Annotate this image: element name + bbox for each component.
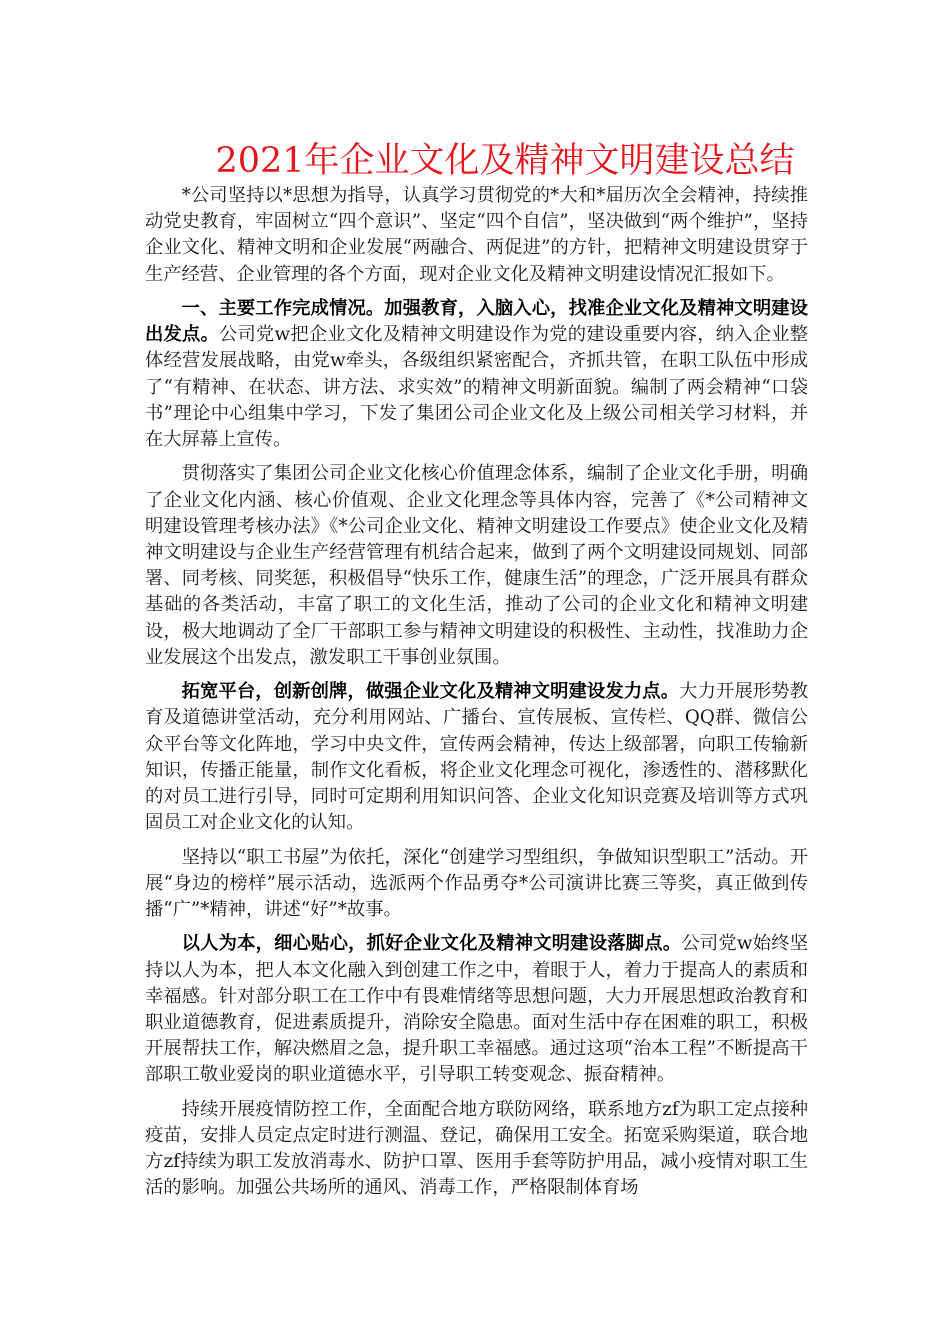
paragraph-text: 公司党w把企业文化及精神文明建设作为党的建设重要内容，纳入企业整体经营发展战略，由党w牵头，各级组织紧密配合，齐抓共管，在职工队伍中形成了“有精神、在状态、讲方法、求实效”的精神文明新面貌。编制了两会精神“口袋书”理论中心组集中学习，下发了集团公司企业文化及上级公司相关学习材料，并在大屏幕上宣传。 xyxy=(145,324,808,451)
paragraph-platform xyxy=(145,679,808,836)
paragraph-text: 坚持以“职工书屋”为依托，深化“创建学习型组织，争做知识型职工”活动。开展“身边的榜样”展示活动，选派两个作品勇夺*公司演讲比赛三等奖，真正做到传播“广”*精神，讲述“好”*故事。 xyxy=(145,846,808,921)
paragraph-lead: 一、主要工作完成情况。加强教育，入脑入心，找准企业文化及精神文明建设出发点。 xyxy=(145,298,808,346)
paragraph-text: 大力开展形势教育及道德讲堂活动，充分利用网站、广播台、宣传展板、宣传栏、QQ群、微信公众平台等文化阵地，学习中央文件，宣传两会精神，传达上级部署，向职工传输新知识，传播正能量，制作文化看板，将企业文化理念可视化，渗透性的、潜移默化的对员工进行引导，同时可定期利用知识问答、企业文化知识竞赛及培训等方式巩固员工对企业文化的认知。 xyxy=(145,681,809,834)
paragraph-epidemic-control xyxy=(145,1097,808,1202)
paragraph-intro xyxy=(145,183,808,288)
paragraph-text: 公司党w始终坚持以人为本，把人本文化融入到创建工作之中，着眼于人，着力于提高人的素质和幸福感。针对部分职工在工作中有畏难情绪等思想问题，大力开展思想政治教育和职业道德教育，促进素质提升，消除安全隐患。面对生活中存在困难的职工，积极开展帮扶工作，解决燃眉之急，提升职工幸福感。通过这项“治本工程”不断提高干部职工敬业爱岗的职业道德水平，引导职工转变观念、振奋精神。 xyxy=(145,933,809,1086)
paragraph-lead: 拓宽平台，创新创牌，做强企业文化及精神文明建设发力点。 xyxy=(181,681,680,703)
paragraph-culture-system xyxy=(145,461,808,671)
document-body xyxy=(145,183,808,1210)
paragraph-text: 持续开展疫情防控工作，全面配合地方联防网络，联系地方zf为职工定点接种疫苗，安排人员定点定时进行测温、登记，确保用工安全。拓宽采购渠道，联合地方zf持续为职工发放消毒水、防护口罩、医用手套等防护用品，减小疫情对职工生活的影响。加强公共场所的通风、消毒工作，严格限制体育场 xyxy=(145,1098,808,1199)
paragraph-text: *公司坚持以*思想为指导，认真学习贯彻党的*大和*届历次全会精神，持续推动党史教育，牢固树立“四个意识”、坚定“四个自信”，坚决做到“两个维护”，坚持企业文化、精神文明和企业发展“两融合、两促进”的方针，把精神文明建设贯穿于生产经营、企业管理的各个方面，现对企业文化及精神文明建设情况汇报如下。 xyxy=(145,185,808,285)
paragraph-book-house xyxy=(145,845,808,924)
paragraph-work-completion xyxy=(145,296,808,453)
paragraph-lead: 以人为本，细心贴心，抓好企业文化及精神文明建设落脚点。 xyxy=(181,933,682,955)
document-title: 2021年企业文化及精神文明建设总结 xyxy=(215,141,795,181)
paragraph-text: 贯彻落实了集团公司企业文化核心价值理念体系，编制了企业文化手册，明确了企业文化内涵、核心价值观、企业文化理念等具体内容，完善了《*公司精神文明建设管理考核办法》《*公司企业文化、精神文明建设工作要点》使企业文化及精神文明建设与企业生产经营管理有机结合起来，做到了两个文明建设同规划、同部署、同考核、同奖惩，积极倡导“快乐工作，健康生活”的理念，广泛开展具有群众基础的各类活动，丰富了职工的文化生活，推动了公司的企业文化和精神文明建设，极大地调动了全厂干部职工参与精神文明建设的积极性、主动性，找准助力企业发展这个出发点，激发职工干事创业氛围。 xyxy=(145,463,808,668)
paragraph-people-oriented xyxy=(145,931,808,1088)
